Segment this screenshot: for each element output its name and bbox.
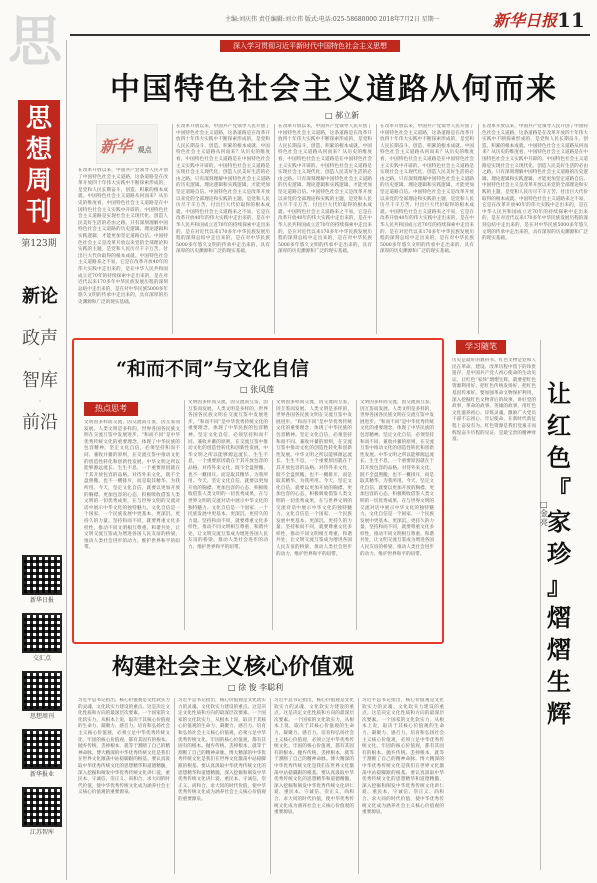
featured-article-body-col1: 文明因多样而交流，因交流而互鉴，因互鉴而发展。人类文明是多样的，世界各国各民族文明在交流互鉴中发展进步。“和而不同”是中华优秀传统文化的重要理念，体现了中华民族的包容精神。坚定文化自信，必须坚持和而不同、兼收并蓄的原则，在交流互鉴中推动文化的创造性转化和创新性发展。中华文明之所以能够源远流长、生生不息，一个重要原因就在于其开放包容的品格。对待外来文化，既不全盘照搬，也不一概排斥，而是取其精华、为我所用。今天，坚定文化自信，就要以更加开放的胸襟、更加包容的心态，积极吸收借鉴人类文明的一切优秀成果，在与世界文明的交流对话中展示中华文化的独特魅力。文化自信是一个国家、一个民族发展中更基本、更深沉、更持久的力量。坚持和而不同，就要尊重文化多样性，推动不同文明相互尊重、和谐共处，让文明交流互鉴成为增进各国人民友谊的桥梁、推动人类社会进步的动力、维护世界和平的纽带。	[84, 420, 180, 551]
title-char: 珍	[547, 539, 571, 568]
column-rule	[270, 698, 271, 874]
nav-item-xinlun[interactable]: 新论	[22, 286, 58, 307]
title-char: 让	[547, 379, 571, 408]
featured-article-body-col2: 文明因多样而交流，因交流而互鉴，因互鉴而发展。人类文明是多样的，世界各国各民族文明在交流互鉴中发展进步。“和而不同”是中华优秀传统文化的重要理念，体现了中华民族的包容精神。坚定文化自信，必须坚持和而不同、兼收并蓄的原则，在交流互鉴中推动文化的创造性转化和创新性发展。中华文明之所以能够源远流长、生生不息，一个重要原因就在于其开放包容的品格。对待外来文化，既不全盘照搬，也不一概排斥，而是取其精华、为我所用。今天，坚定文化自信，就要以更加开放的胸襟、更加包容的心态，积极吸收借鉴人类文明的一切优秀成果，在与世界文明的交流对话中展示中华文化的独特魅力。文化自信是一个国家、一个民族发展中更基本、更深沉、更持久的力量。坚持和而不同，就要尊重文化多样性，推动不同文明相互尊重、和谐共处，让文明交流互鉴成为增进各国人民友谊的桥梁、推动人类社会进步的动力、维护世界和平的纽带。	[188, 400, 268, 551]
column-rule	[172, 124, 173, 334]
section-title-block	[18, 100, 60, 234]
bottom-article-body-col3: 习近平总书记指出，核心价值观是文化软实力的灵魂、文化软实力建设的重点。这是决定文化性质和方向的最深层次要素。一个国家的文化软实力，从根本上说，取决于其核心价值观的生命力、凝聚力、感召力。培育和弘扬社会主义核心价值观，必须立足中华优秀传统文化。牢固的核心价值观，都有其固有的根本。抛弃传统、丢掉根本，就等于割断了自己的精神命脉。博大精深的中华优秀传统文化是我们在世界文化激荡中站稳脚跟的根基。要认真汲取中华优秀传统文化的思想精华和道德精髓，深入挖掘和阐发中华优秀传统文化讲仁爱、重民本、守诚信、崇正义、尚和合、求大同的时代价值，使中华优秀传统文化成为涵养社会主义核心价值观的重要源泉。	[274, 698, 354, 816]
bottom-article-byline: □ 徐 俊 李聪利	[228, 683, 284, 692]
column-rule	[478, 124, 479, 334]
title-char: 生	[547, 667, 571, 696]
theme-banner: 深入学习贯彻习近平新时代中国特色社会主义思想	[220, 40, 400, 52]
qr-code[interactable]	[22, 613, 62, 653]
section-title-char: 想	[25, 135, 52, 165]
column-rule	[540, 340, 541, 870]
lead-article-title[interactable]: 中国特色社会主义道路从何而来	[110, 72, 558, 107]
issue-number: 第123期	[21, 239, 57, 249]
qr-code[interactable]	[22, 671, 62, 711]
lead-article-body-col4: 在改革开放以来，中国共产党领导人民开创了中国特色社会主义道路，这条道路是在改革开放四十年伟大实践中不断探索形成的，是党和人民长期奋斗、创造、积累的根本成就。中国特色社会主义道路从何而来？从历史的维度看，中国特色社会主义道路是在中国特色社会主义实践中开辟的。中国特色社会主义道路是实现社会主义现代化、创造人民美好生活的必由之路。只有深刻理解中国特色社会主义道路的历史逻辑、理论逻辑和实践逻辑，才能更加坚定道路自信。中国特色社会主义是改革开放以来党的全部理论和实践的主题，是党和人民历尽千辛万苦、付出巨大代价取得的根本成就。中国特色社会主义道路来之不易，它是在改革开放40年的伟大实践中走出来的，是在中华人民共和国成立近70年的持续探索中走出来的，是在对近代以来170多年中华民族发展历程的深刻总结中走出来的，是在对中华民族5000多年悠久文明的传承中走出来的，具有深厚的历史渊源和广泛的现实基础。	[380, 124, 474, 255]
nav-item-zhengsheng[interactable]: 政声	[22, 328, 58, 349]
xinhua-tag-text: 新华	[100, 137, 133, 156]
watermark-character: 思	[8, 9, 62, 73]
bottom-article-body-col4: 习近平总书记指出，核心价值观是文化软实力的灵魂、文化软实力建设的重点。这是决定文化性质和方向的最深层次要素。一个国家的文化软实力，从根本上说，取决于其核心价值观的生命力、凝聚力、感召力。培育和弘扬社会主义核心价值观，必须立足中华优秀传统文化。牢固的核心价值观，都有其固有的根本。抛弃传统、丢掉根本，就等于割断了自己的精神命脉。博大精深的中华优秀传统文化是我们在世界文化激荡中站稳脚跟的根基。要认真汲取中华优秀传统文化的思想精华和道德精髓，深入挖掘和阐发中华优秀传统文化讲仁爱、重民本、守诚信、崇正义、尚和合、求大同的时代价值，使中华优秀传统文化成为涵养社会主义核心价值观的重要源泉。	[362, 698, 444, 816]
featured-article-title[interactable]: “和而不同”与文化自信	[116, 358, 309, 380]
bottom-article-title[interactable]: 构建社会主义核心价值观	[112, 654, 355, 680]
column-rule	[356, 400, 357, 630]
nav-divider: ·	[38, 355, 42, 364]
nav-divider: ·	[38, 397, 42, 406]
hot-thinking-tag: 热点思考	[84, 402, 138, 416]
column-rule	[358, 698, 359, 874]
qr-code-column	[20, 555, 64, 845]
header-rule	[70, 34, 590, 36]
rail-divider	[66, 40, 67, 880]
right-article-byline: □ 金亮	[540, 500, 548, 527]
xinhua-logo-image	[96, 124, 158, 164]
column-rule	[174, 698, 175, 874]
lead-article-body-col3: 在改革开放以来，中国共产党领导人民开创了中国特色社会主义道路，这条道路是在改革开放四十年伟大实践中不断探索形成的，是党和人民长期奋斗、创造、积累的根本成就。中国特色社会主义道路从何而来？从历史的维度看，中国特色社会主义道路是在中国特色社会主义实践中开辟的。中国特色社会主义道路是实现社会主义现代化、创造人民美好生活的必由之路。只有深刻理解中国特色社会主义道路的历史逻辑、理论逻辑和实践逻辑，才能更加坚定道路自信。中国特色社会主义是改革开放以来党的全部理论和实践的主题，是党和人民历尽千辛万苦、付出巨大代价取得的根本成就。中国特色社会主义道路来之不易，它是在改革开放40年的伟大实践中走出来的，是在中华人民共和国成立近70年的持续探索中走出来的，是在对近代以来170多年中华民族发展历程的深刻总结中走出来的，是在对中华民族5000多年悠久文明的传承中走出来的，具有深厚的历史渊源和广泛的现实基础。	[278, 124, 372, 255]
section-nav	[22, 280, 58, 440]
qr-label: 新华日报	[29, 597, 54, 604]
column-rule	[184, 400, 185, 630]
title-char: 『	[547, 475, 571, 504]
nav-item-qianyan[interactable]: 前沿	[22, 412, 58, 433]
featured-article-body-col3: 文明因多样而交流，因交流而互鉴，因互鉴而发展。人类文明是多样的，世界各国各民族文明在交流互鉴中发展进步。“和而不同”是中华优秀传统文化的重要理念，体现了中华民族的包容精神。坚定文化自信，必须坚持和而不同、兼收并蓄的原则，在交流互鉴中推动文化的创造性转化和创新性发展。中华文明之所以能够源远流长、生生不息，一个重要原因就在于其开放包容的品格。对待外来文化，既不全盘照搬，也不一概排斥，而是取其精华、为我所用。今天，坚定文化自信，就要以更加开放的胸襟、更加包容的心态，积极吸收借鉴人类文明的一切优秀成果，在与世界文明的交流对话中展示中华文化的独特魅力。文化自信是一个国家、一个民族发展中更基本、更深沉、更持久的力量。坚持和而不同，就要尊重文化多样性，推动不同文明相互尊重、和谐共处，让文明交流互鉴成为增进各国人民友谊的桥梁、推动人类社会进步的动力、维护世界和平的纽带。	[276, 400, 352, 557]
page-number: 11	[557, 8, 585, 32]
title-char: 熠	[547, 635, 571, 664]
section-title-char: 思	[25, 104, 52, 134]
nav-divider: ·	[38, 313, 42, 322]
column-rule	[272, 400, 273, 630]
featured-article-byline: □ 张凤莲	[240, 385, 275, 394]
title-char: 色	[547, 443, 571, 472]
section-title-char: 周	[25, 166, 52, 196]
featured-article-body-col4: 文明因多样而交流，因交流而互鉴，因互鉴而发展。人类文明是多样的，世界各国各民族文明在交流互鉴中发展进步。“和而不同”是中华优秀传统文化的重要理念，体现了中华民族的包容精神。坚定文化自信，必须坚持和而不同、兼收并蓄的原则，在交流互鉴中推动文化的创造性转化和创新性发展。中华文明之所以能够源远流长、生生不息，一个重要原因就在于其开放包容的品格。对待外来文化，既不全盘照搬，也不一概排斥，而是取其精华、为我所用。今天，坚定文化自信，就要以更加开放的胸襟、更加包容的心态，积极吸收借鉴人类文明的一切优秀成果，在与世界文明的交流对话中展示中华文化的独特魅力。文化自信是一个国家、一个民族发展中更基本、更深沉、更持久的力量。坚持和而不同，就要尊重文化多样性，推动不同文明相互尊重、和谐共处，让文明交流互鉴成为增进各国人民友谊的桥梁、推动人类社会进步的动力、维护世界和平的纽带。	[360, 400, 434, 557]
qr-code[interactable]	[22, 555, 62, 595]
lead-article-byline: □ 郝立新	[325, 111, 360, 120]
qr-label: 思想周刊	[29, 713, 54, 720]
title-char: 家	[547, 507, 571, 536]
right-article-body: 历史是最好的教科书。红色文物是党和人民在革命、建设、改革历程中留下的珍贵遗存，是中国共产党人初心使命的生动见证。让红色“家珍”熠熠生辉，就要把红色资源利用好、把红色传统发扬好、把红色基因传承好。要加强革命文物保护利用，深入挖掘红色文物背后的故事，讲好党的故事、革命的故事、英雄的故事，用红色文化滋养初心、淬炼灵魂，激励广大党员干部不忘初心、牢记使命，在新时代新征程上奋发有为。红色资源是我们党艰辛而辉煌奋斗历程的见证，是最宝贵的精神财富。	[452, 358, 536, 443]
xinhua-tag-sub: 观点	[137, 145, 152, 154]
nav-item-zhiku[interactable]: 智库	[22, 370, 58, 391]
title-char: 红	[547, 411, 571, 440]
lead-article-body-col1: 在改革开放以来，中国共产党领导人民开创了中国特色社会主义道路，这条道路是在改革开放四十年伟大实践中不断探索形成的，是党和人民长期奋斗、创造、积累的根本成就。中国特色社会主义道路从何而来？从历史的维度看，中国特色社会主义道路是在中国特色社会主义实践中开辟的。中国特色社会主义道路是实现社会主义现代化、创造人民美好生活的必由之路。只有深刻理解中国特色社会主义道路的历史逻辑、理论逻辑和实践逻辑，才能更加坚定道路自信。中国特色社会主义是改革开放以来党的全部理论和实践的主题，是党和人民历尽千辛万苦、付出巨大代价取得的根本成就。中国特色社会主义道路来之不易，它是在改革开放40年的伟大实践中走出来的，是在中华人民共和国成立近70年的持续探索中走出来的，是在对近代以来170多年中华民族发展历程的深刻总结中走出来的，是在对中华民族5000多年悠久文明的传承中走出来的，具有深厚的历史渊源和广泛的现实基础。	[78, 168, 168, 305]
bottom-article-body-col2: 习近平总书记指出，核心价值观是文化软实力的灵魂、文化软实力建设的重点。这是决定文化性质和方向的最深层次要素。一个国家的文化软实力，从根本上说，取决于其核心价值观的生命力、凝聚力、感召力。培育和弘扬社会主义核心价值观，必须立足中华优秀传统文化。牢固的核心价值观，都有其固有的根本。抛弃传统、丢掉根本，就等于割断了自己的精神命脉。博大精深的中华优秀传统文化是我们在世界文化激荡中站稳脚跟的根基。要认真汲取中华优秀传统文化的思想精华和道德精髓，深入挖掘和阐发中华优秀传统文化讲仁爱、重民本、守诚信、崇正义、尚和合、求大同的时代价值，使中华优秀传统文化成为涵养社会主义核心价值观的重要源泉。	[178, 698, 266, 802]
qr-label: 交汇点	[32, 655, 51, 662]
title-char: 』	[547, 571, 571, 600]
qr-code[interactable]	[22, 729, 62, 769]
qr-label: 新华报业	[29, 771, 54, 778]
qr-label: 江苏智库	[29, 829, 54, 836]
masthead-logo: 新华日报	[493, 11, 558, 30]
lead-article-body-col5: 在改革开放以来，中国共产党领导人民开创了中国特色社会主义道路，这条道路是在改革开放四十年伟大实践中不断探索形成的，是党和人民长期奋斗、创造、积累的根本成就。中国特色社会主义道路从何而来？从历史的维度看，中国特色社会主义道路是在中国特色社会主义实践中开辟的。中国特色社会主义道路是实现社会主义现代化、创造人民美好生活的必由之路。只有深刻理解中国特色社会主义道路的历史逻辑、理论逻辑和实践逻辑，才能更加坚定道路自信。中国特色社会主义是改革开放以来党的全部理论和实践的主题，是党和人民历尽千辛万苦、付出巨大代价取得的根本成就。中国特色社会主义道路来之不易，它是在改革开放40年的伟大实践中走出来的，是在中华人民共和国成立近70年的持续探索中走出来的，是在对近代以来170多年中华民族发展历程的深刻总结中走出来的，是在对中华民族5000多年悠久文明的传承中走出来的，具有深厚的历史渊源和广泛的现实基础。	[482, 124, 588, 242]
bottom-article-body-col1: 习近平总书记指出，核心价值观是文化软实力的灵魂、文化软实力建设的重点。这是决定文化性质和方向的最深层次要素。一个国家的文化软实力，从根本上说，取决于其核心价值观的生命力、凝聚力、感召力。培育和弘扬社会主义核心价值观，必须立足中华优秀传统文化。牢固的核心价值观，都有其固有的根本。抛弃传统、丢掉根本，就等于割断了自己的精神命脉。博大精深的中华优秀传统文化是我们在世界文化激荡中站稳脚跟的根基。要认真汲取中华优秀传统文化的思想精华和道德精髓，深入挖掘和阐发中华优秀传统文化讲仁爱、重民本、守诚信、崇正义、尚和合、求大同的时代价值，使中华优秀传统文化成为涵养社会主义核心价值观的重要源泉。	[78, 698, 170, 796]
qr-code[interactable]	[22, 787, 62, 827]
title-char: 辉	[547, 699, 571, 728]
title-char: 熠	[547, 603, 571, 632]
right-article-title[interactable]	[544, 378, 574, 730]
lead-article-body-col2: 在改革开放以来，中国共产党领导人民开创了中国特色社会主义道路，这条道路是在改革开放四十年伟大实践中不断探索形成的，是党和人民长期奋斗、创造、积累的根本成就。中国特色社会主义道路从何而来？从历史的维度看，中国特色社会主义道路是在中国特色社会主义实践中开辟的。中国特色社会主义道路是实现社会主义现代化、创造人民美好生活的必由之路。只有深刻理解中国特色社会主义道路的历史逻辑、理论逻辑和实践逻辑，才能更加坚定道路自信。中国特色社会主义是改革开放以来党的全部理论和实践的主题，是党和人民历尽千辛万苦、付出巨大代价取得的根本成就。中国特色社会主义道路来之不易，它是在改革开放40年的伟大实践中走出来的，是在中华人民共和国成立近70年的持续探索中走出来的，是在对近代以来170多年中华民族发展历程的深刻总结中走出来的，是在对中华民族5000多年悠久文明的传承中走出来的，具有深厚的历史渊源和广泛的现实基础。	[176, 124, 270, 255]
column-rule	[376, 124, 377, 334]
study-notes-tag: 学习随笔	[456, 340, 506, 354]
section-title-char: 刊	[25, 197, 52, 227]
page-meta: 主编:刘庆伟 责任编辑:刘立伟 版式:电话:025-58680000 2018年7月2日 星期一	[225, 16, 440, 23]
column-rule	[274, 124, 275, 334]
